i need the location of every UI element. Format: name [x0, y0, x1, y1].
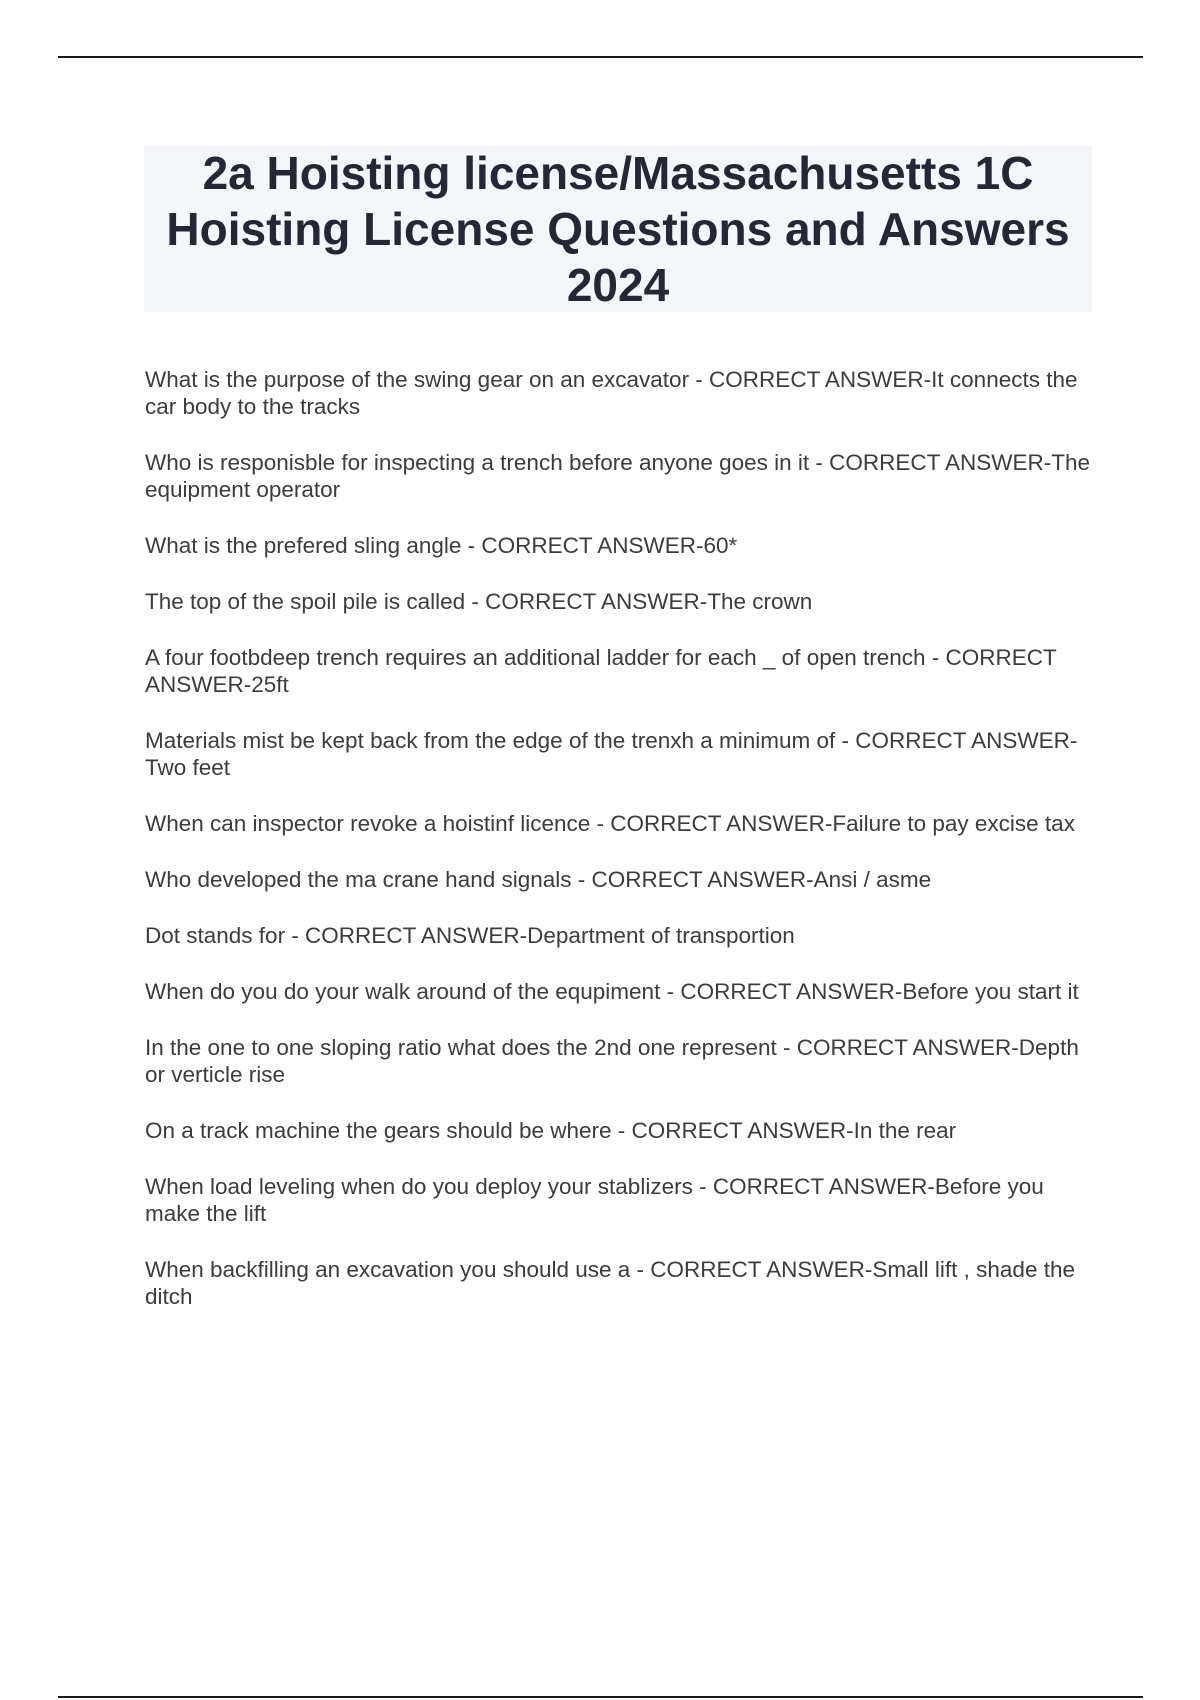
qa-item: In the one to one sloping ratio what does the 2nd one represent - CORRECT ANSWER-Depth or verticle rise	[145, 1035, 1079, 1087]
qa-item: What is the prefered sling angle - CORRECT ANSWER-60*	[145, 533, 738, 558]
document-title: 2a Hoisting license/Massachusetts 1C Hoisting License Questions and Answers 2024	[166, 147, 1070, 311]
footer-rule	[58, 1696, 1143, 1698]
qa-item: On a track machine the gears should be where - CORRECT ANSWER-In the rear	[145, 1118, 957, 1143]
qa-item: Who developed the ma crane hand signals - CORRECT ANSWER-Ansi / asme	[145, 867, 932, 892]
qa-item: When can inspector revoke a hoistinf licence - CORRECT ANSWER-Failure to pay excise tax	[145, 811, 1075, 836]
qa-item: The top of the spoil pile is called - CORRECT ANSWER-The crown	[145, 589, 813, 614]
qa-item: Dot stands for - CORRECT ANSWER-Department of transportion	[145, 923, 795, 948]
qa-item: What is the purpose of the swing gear on an excavator - CORRECT ANSWER-It connects the car body to the tracks	[145, 367, 1078, 419]
qa-item: A four footbdeep trench requires an additional ladder for each _ of open trench - CORRECT ANSWER-25ft	[145, 645, 1057, 697]
header-rule	[58, 56, 1143, 58]
qa-item: Materials mist be kept back from the edge of the trenxh a minimum of - CORRECT ANSWER-Two feet	[145, 728, 1078, 780]
qa-item: When do you do your walk around of the equpiment - CORRECT ANSWER-Before you start it	[145, 979, 1079, 1004]
title-banner	[144, 146, 1092, 312]
qa-list	[145, 366, 1095, 1339]
qa-item: Who is responisble for inspecting a trench before anyone goes in it - CORRECT ANSWER-The equipment operator	[145, 450, 1090, 502]
qa-item: When load leveling when do you deploy your stablizers - CORRECT ANSWER-Before you make the lift	[145, 1174, 1044, 1226]
qa-item: When backfilling an excavation you should use a - CORRECT ANSWER-Small lift , shade the ditch	[145, 1257, 1075, 1309]
